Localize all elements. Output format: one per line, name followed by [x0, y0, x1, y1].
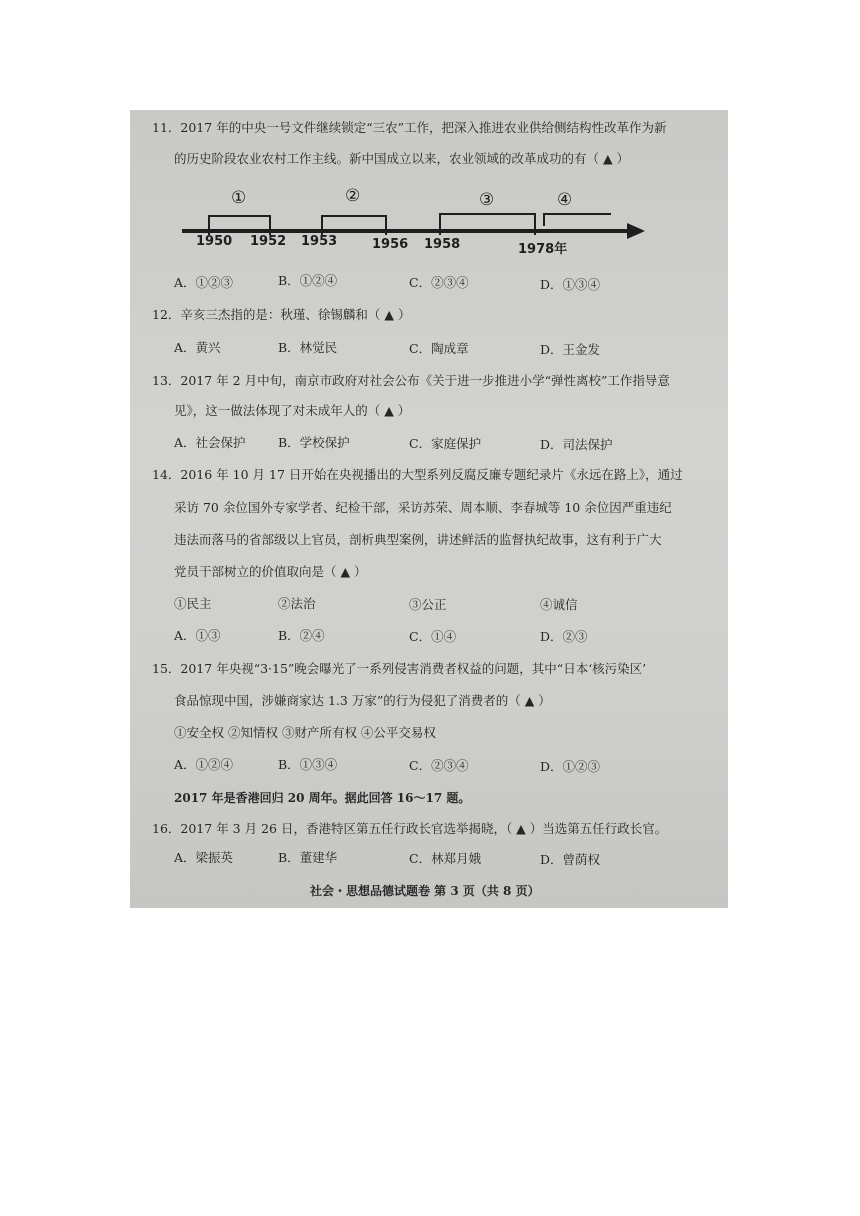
q15-items: ①安全权 ②知情权 ③财产所有权 ④公平交易权	[174, 725, 436, 740]
q13-option-c: C．家庭保护	[409, 436, 482, 451]
bracket-3	[440, 214, 535, 226]
timeline-year-1953: 1953	[301, 234, 338, 249]
q15-option-b: B．①③④	[278, 757, 338, 772]
q13-line-1: 13．2017 年 2 月中旬，南京市政府对社会公布《关于进一步推进小学“弹性离校”工作指导意	[152, 373, 670, 388]
q12-option-d: D．王金发	[540, 342, 601, 357]
q13-option-d: D．司法保护	[540, 437, 613, 452]
section-note: 2017 年是香港回归 20 周年。据此回答 16～17 题。	[174, 791, 471, 805]
timeline-marker-3: ③	[479, 190, 495, 210]
q14-item-4: ④诚信	[540, 597, 578, 612]
q12-line-1: 12．辛亥三杰指的是：秋瑾、徐锡麟和（ ▲ ）	[152, 307, 411, 322]
q14-option-c: C．①④	[409, 629, 457, 644]
q13-option-a: A．社会保护	[174, 435, 246, 450]
q11-option-d: D．①③④	[540, 277, 601, 292]
timeline-year-1952: 1952	[250, 234, 287, 249]
q14-item-1: ①民主	[174, 596, 212, 611]
bracket-2	[322, 216, 386, 228]
q16-option-a: A．梁振英	[174, 850, 234, 865]
timeline-marker-4: ④	[557, 190, 573, 210]
timeline-year-1956: 1956	[372, 237, 409, 252]
q11-option-c: C．②③④	[409, 275, 469, 290]
q11-line-1: 11．2017 年的中央一号文件继续锁定“三农”工作，把深入推进农业供给侧结构性改革作为新	[152, 120, 667, 135]
timeline-arrowhead	[627, 223, 645, 239]
q14-line-3: 违法而落马的省部级以上官员，剖析典型案例，讲述鲜活的监督执纪故事，这有利于广大	[174, 532, 662, 547]
timeline-year-1978: 1978年	[518, 242, 568, 257]
bracket-4	[544, 214, 611, 226]
q14-option-b: B．②④	[278, 628, 325, 643]
timeline-marker-1: ①	[231, 188, 247, 208]
q16-option-c: C．林郑月娥	[409, 851, 482, 866]
q12-option-a: A．黄兴	[174, 340, 221, 355]
q16-option-b: B．董建华	[278, 850, 338, 865]
q14-line-1: 14．2016 年 10 月 17 日开始在央视播出的大型系列反腐反廉专题纪录片《永远在路上》，通过	[152, 467, 683, 482]
q15-option-a: A．①②④	[174, 757, 234, 772]
q14-line-4: 党员干部树立的价值取向是（ ▲ ）	[174, 564, 367, 579]
q12-option-b: B．林觉民	[278, 340, 338, 355]
q12-option-c: C．陶成章	[409, 341, 469, 356]
q14-option-a: A．①③	[174, 628, 221, 643]
q11-option-a: A．①②③	[174, 275, 234, 290]
q14-item-2: ②法治	[278, 596, 316, 611]
exam-page-photo	[130, 110, 728, 908]
q15-option-d: D．①②③	[540, 759, 601, 774]
page-footer: 社会・思想品德试题卷 第 3 页（共 8 页）	[310, 884, 540, 898]
q14-option-d: D．②③	[540, 629, 588, 644]
q14-item-3: ③公正	[409, 597, 447, 612]
q13-option-b: B．学校保护	[278, 435, 350, 450]
timeline-year-1958: 1958	[424, 237, 461, 252]
q13-line-2: 见》，这一做法体现了对未成年人的（ ▲ ）	[174, 403, 411, 418]
q15-line-2: 食品惊现中国，涉嫌商家达 1.3 万家”的行为侵犯了消费者的（ ▲ ）	[174, 693, 551, 708]
q11-line-2: 的历史阶段农业农村工作主线。新中国成立以来，农业领域的改革成功的有（ ▲ ）	[174, 151, 630, 166]
q15-line-1: 15．2017 年央视“3·15”晚会曝光了一系列侵害消费者权益的问题，其中“日本‘核污染区’	[152, 661, 647, 676]
timeline-marker-2: ②	[345, 186, 361, 206]
q16-line-1: 16．2017 年 3 月 26 日，香港特区第五任行政长官选举揭晓，（ ▲ ）当选第五任行政长官。	[152, 821, 668, 836]
q11-option-b: B．①②④	[278, 273, 338, 288]
q15-option-c: C．②③④	[409, 758, 469, 773]
bracket-1	[209, 216, 270, 228]
q16-option-d: D．曾荫权	[540, 852, 601, 867]
q14-line-2: 采访 70 余位国外专家学者、纪检干部，采访苏荣、周本顺、李春城等 10 余位因严重违纪	[174, 500, 672, 515]
timeline-year-1950: 1950	[196, 234, 233, 249]
